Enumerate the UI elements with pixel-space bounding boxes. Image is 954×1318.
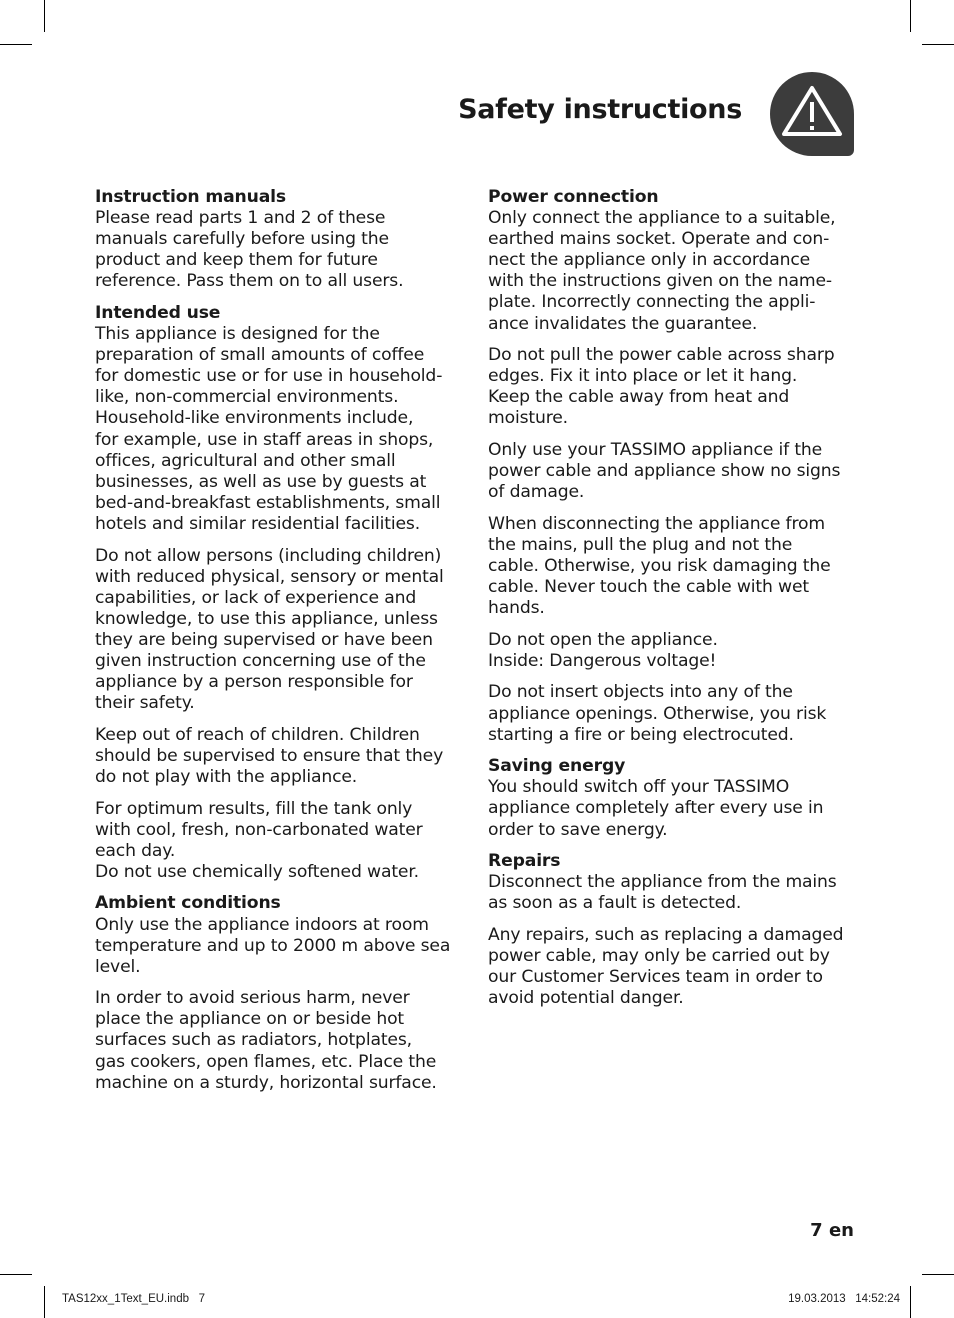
paragraph: For optimum results, fill the tank only with cool, fresh, non-carbonated water each day. Do not use chemically softened water. xyxy=(95,798,423,882)
section-saving-energy xyxy=(488,756,860,840)
print-slug-file: TAS12xx_1Text_EU.indb 7 xyxy=(62,1293,205,1305)
right-column xyxy=(488,187,860,1020)
crop-mark xyxy=(910,0,911,32)
warning-badge xyxy=(770,72,854,156)
paragraph: Do not pull the power cable across sharp edges. Fix it into place or let it hang. Keep the cable away from heat and moisture. xyxy=(488,345,835,429)
page-title: Safety instructions xyxy=(458,94,742,125)
print-slug-timestamp: 19.03.2013 14:52:24 xyxy=(788,1293,900,1305)
left-column xyxy=(95,187,460,1104)
section-heading: Intended use xyxy=(95,302,221,323)
section-heading: Ambient conditions xyxy=(95,893,281,914)
section-heading: Repairs xyxy=(488,851,561,872)
section-heading: Power connection xyxy=(488,187,659,207)
paragraph: Disconnect the appliance from the mains as soon as a fault is detected. xyxy=(488,872,837,914)
paragraph: Only use the appliance indoors at room temperature and up to 2000 m above sea level. xyxy=(95,914,451,977)
crop-mark xyxy=(910,1286,911,1318)
section-intended-use xyxy=(95,303,460,883)
section-repairs xyxy=(488,851,860,1009)
crop-mark xyxy=(44,0,45,32)
crop-mark xyxy=(922,44,954,45)
section-heading: Saving energy xyxy=(488,756,626,777)
page-number: 7 en xyxy=(810,1220,854,1241)
crop-mark xyxy=(0,1274,32,1275)
paragraph: Do not insert objects into any of the appliance openings. Otherwise, you risk starting a fire or being electrocuted. xyxy=(488,682,827,745)
paragraph: Keep out of reach of children. Children should be supervised to ensure that they do not play with the appliance. xyxy=(95,724,444,787)
paragraph: In order to avoid serious harm, never place the appliance on or beside hot surfaces such as radiators, hotplates, gas cookers, open flames, etc. Place the machine on a sturdy, horizontal surface. xyxy=(95,988,437,1093)
paragraph: Any repairs, such as replacing a damaged power cable, may only be carried out by our Customer Services team in order to avoid potential danger. xyxy=(488,924,844,1009)
section-heading: Instruction manuals xyxy=(95,187,286,207)
paragraph: Only connect the appliance to a suitable, earthed mains socket. Operate and con- nect the appliance only in accordance with the instructions given on the name- plate. Incorrectly connecting the appli- ance invalidates the guarantee. xyxy=(488,208,836,334)
section-power-connection xyxy=(488,187,860,746)
paragraph: You should switch off your TASSIMO appliance completely after every use in order to save energy. xyxy=(488,777,824,840)
paragraph: Do not open the appliance. Inside: Dangerous voltage! xyxy=(488,629,718,671)
warning-triangle-icon xyxy=(770,72,854,156)
crop-mark xyxy=(0,44,32,45)
paragraph: When disconnecting the appliance from the mains, pull the plug and not the cable. Otherwise, you risk damaging the cable. Never touch the cable with wet hands. xyxy=(488,513,831,619)
section-instruction-manuals xyxy=(95,187,460,292)
paragraph: Only use your TASSIMO appliance if the power cable and appliance show no signs of damage. xyxy=(488,440,841,503)
section-ambient-conditions xyxy=(95,893,460,1093)
paragraph: Do not allow persons (including children) with reduced physical, sensory or mental capabilities, or lack of experience and knowledge, to use this appliance, unless they are being supervised or have been given instruction concerning use of the appliance by a person responsible for their safety. xyxy=(95,545,444,714)
crop-mark xyxy=(44,1286,45,1318)
paragraph: This appliance is designed for the preparation of small amounts of coffee for domestic use or for use in household- like, non-commercial environments. Household-like environments include, for example, use in staff areas in shops, offices, agricultural and other small businesses, as well as use by guests at bed-and-breakfast establishments, small hotels and similar residential facilities. xyxy=(95,324,443,534)
paragraph: Please read parts 1 and 2 of these manuals carefully before using the product and keep them for future reference. Pass them on to all users. xyxy=(95,208,404,292)
crop-mark xyxy=(922,1274,954,1275)
